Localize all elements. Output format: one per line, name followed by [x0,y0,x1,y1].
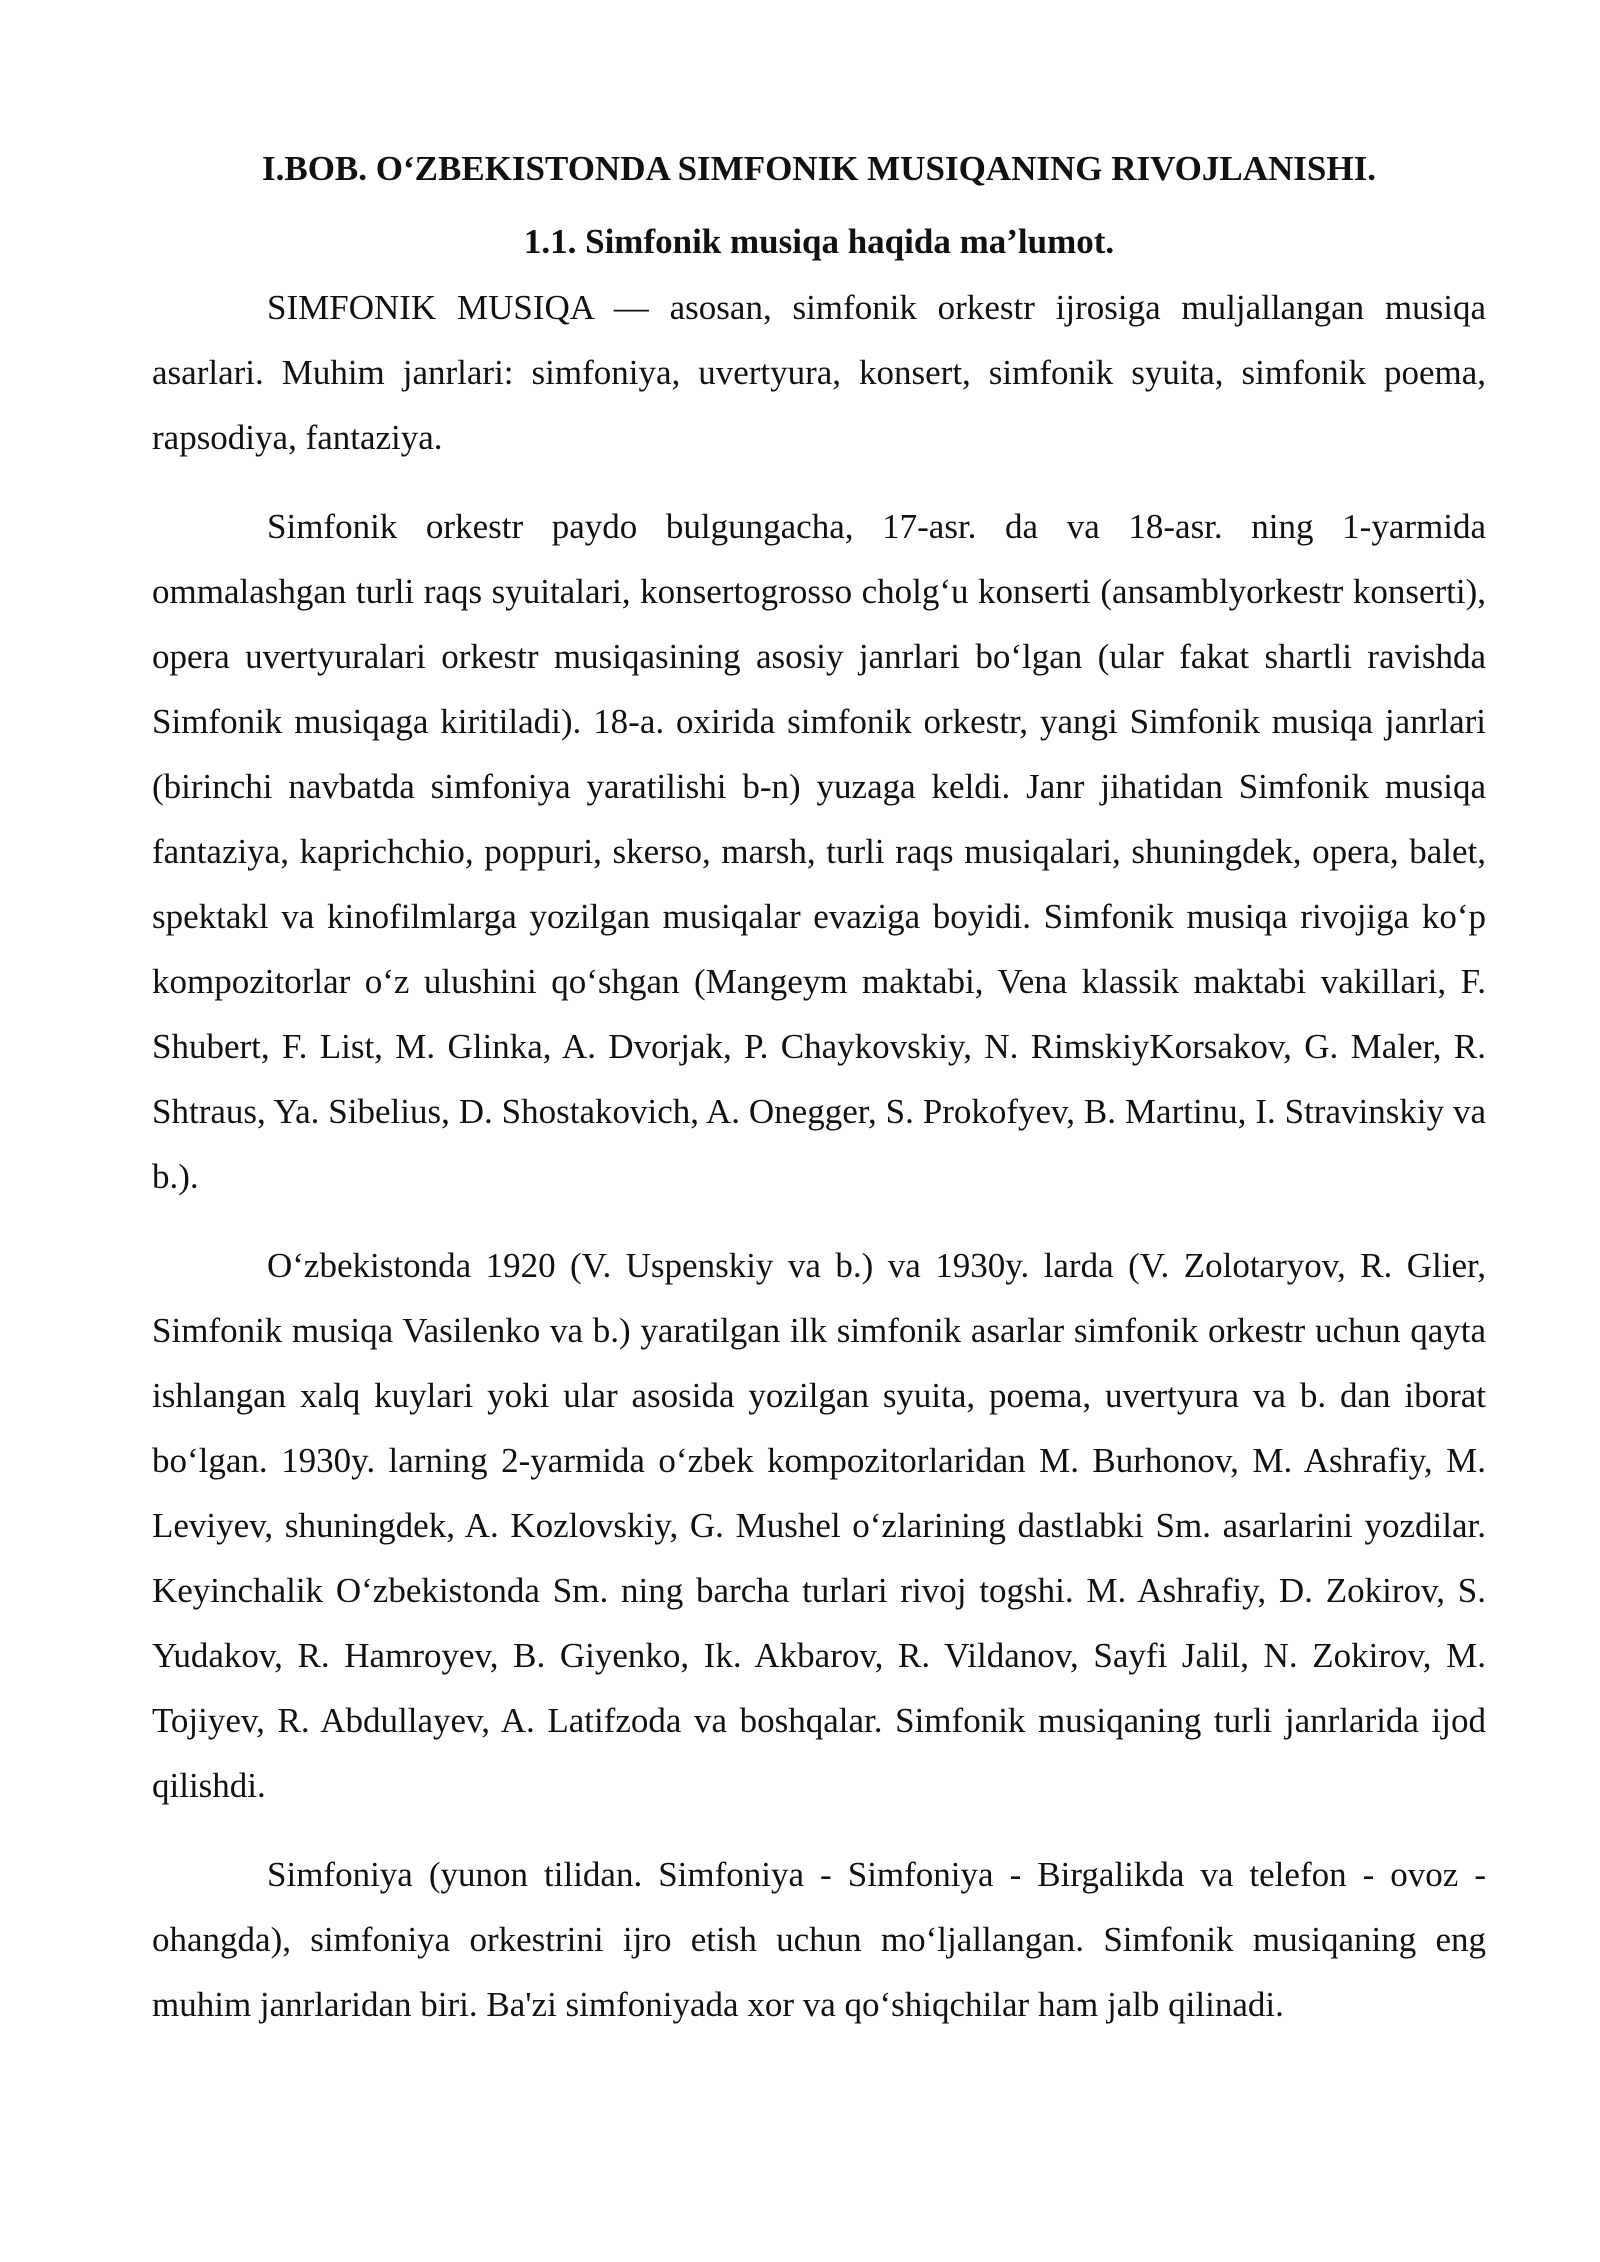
paragraph-intro: SIMFONIK MUSIQA — asosan, simfonik orkestr ijrosiga muljallangan musiqa asarlari. Muhim janrlari: simfoniya, uvertyura, konsert, simfonik syuita, simfonik poema, rapsodiya, fantaziya. [152,288,1486,457]
paragraph-history: Simfonik orkestr paydo bulgungacha, 17-asr. da va 18-asr. ning 1-yarmida ommalashgan turli raqs syuitalari, konsertogrosso cholg‘u konserti (ansamblyorkestr konserti), opera uvertyuralari orkestr musiqasining asosiy janrlari bo‘lgan (ular fakat shartli ravishda Simfonik musiqaga kiritiladi). 18-a. oxirida simfonik orkestr, yangi Simfonik musiqa janrlari (birinchi navbatda simfoniya yaratilishi b-n) yuzaga keldi. Janr jihatidan Simfonik musiqa fantaziya, kaprichchio, poppuri, skerso, marsh, turli raqs musiqalari, shuningdek, opera, balet, spektakl va kinofilmlarga yozilgan musiqalar evaziga boyidi. Simfonik musiqa rivojiga ko‘p kompozitorlar o‘z ulushini qo‘shgan (Mangeym maktabi, Vena klassik maktabi vakillari, F. Shubert, F. List, M. Glinka, A. Dvorjak, P. Chaykovskiy, N. RimskiyKorsakov, G. Maler, R. Shtraus, Ya. Sibelius, D. Shostakovich, A. Onegger, S. Prokofyev, B. Martinu, I. Stravinskiy va b.). [152,507,1486,1196]
section-title: 1.1. Simfonik musiqa haqida ma’lumot. [523,221,1115,261]
chapter-title: I.BOB. O‘ZBEKISTONDA SIMFONIK MUSIQANING RIVOJLANISHI. [261,149,1376,188]
paragraph-symphony: Simfoniya (yunon tilidan. Simfoniya - Simfoniya - Birgalikda va telefon - ovoz - ohangda), simfoniya orkestrini ijro etish uchun mo‘ljallangan. Simfonik musiqaning eng muhim janrlaridan biri. Ba'zi simfoniyada xor va qo‘shiqchilar ham jalb qilinadi. [152,1855,1486,2024]
paragraph-uzbekistan: O‘zbekistonda 1920 (V. Uspenskiy va b.) va 1930y. larda (V. Zolotaryov, R. Glier, Simfonik musiqa Vasilenko va b.) yaratilgan ilk simfonik asarlar simfonik orkestr uchun qayta ishlangan xalq kuylari yoki ular asosida yozilgan syuita, poema, uvertyura va b. dan iborat bo‘lgan. 1930y. larning 2-yarmida o‘zbek kompozitorlaridan M. Burhonov, M. Ashrafiy, M. Leviyev, shuningdek, A. Kozlovskiy, G. Mushel o‘zlarining dastlabki Sm. asarlarini yozdilar. Keyinchalik O‘zbekistonda Sm. ning barcha turlari rivoj togshi. M. Ashrafiy, D. Zokirov, S. Yudakov, R. Hamroyev, B. Giyenko, Ik. Akbarov, R. Vildanov, Sayfi Jalil, N. Zokirov, M. Tojiyev, R. Abdullayev, A. Latifzoda va boshqalar. Simfonik musiqaning turli janrlarida ijod qilishdi. [152,1246,1486,1805]
document-page [152,150,1486,2037]
